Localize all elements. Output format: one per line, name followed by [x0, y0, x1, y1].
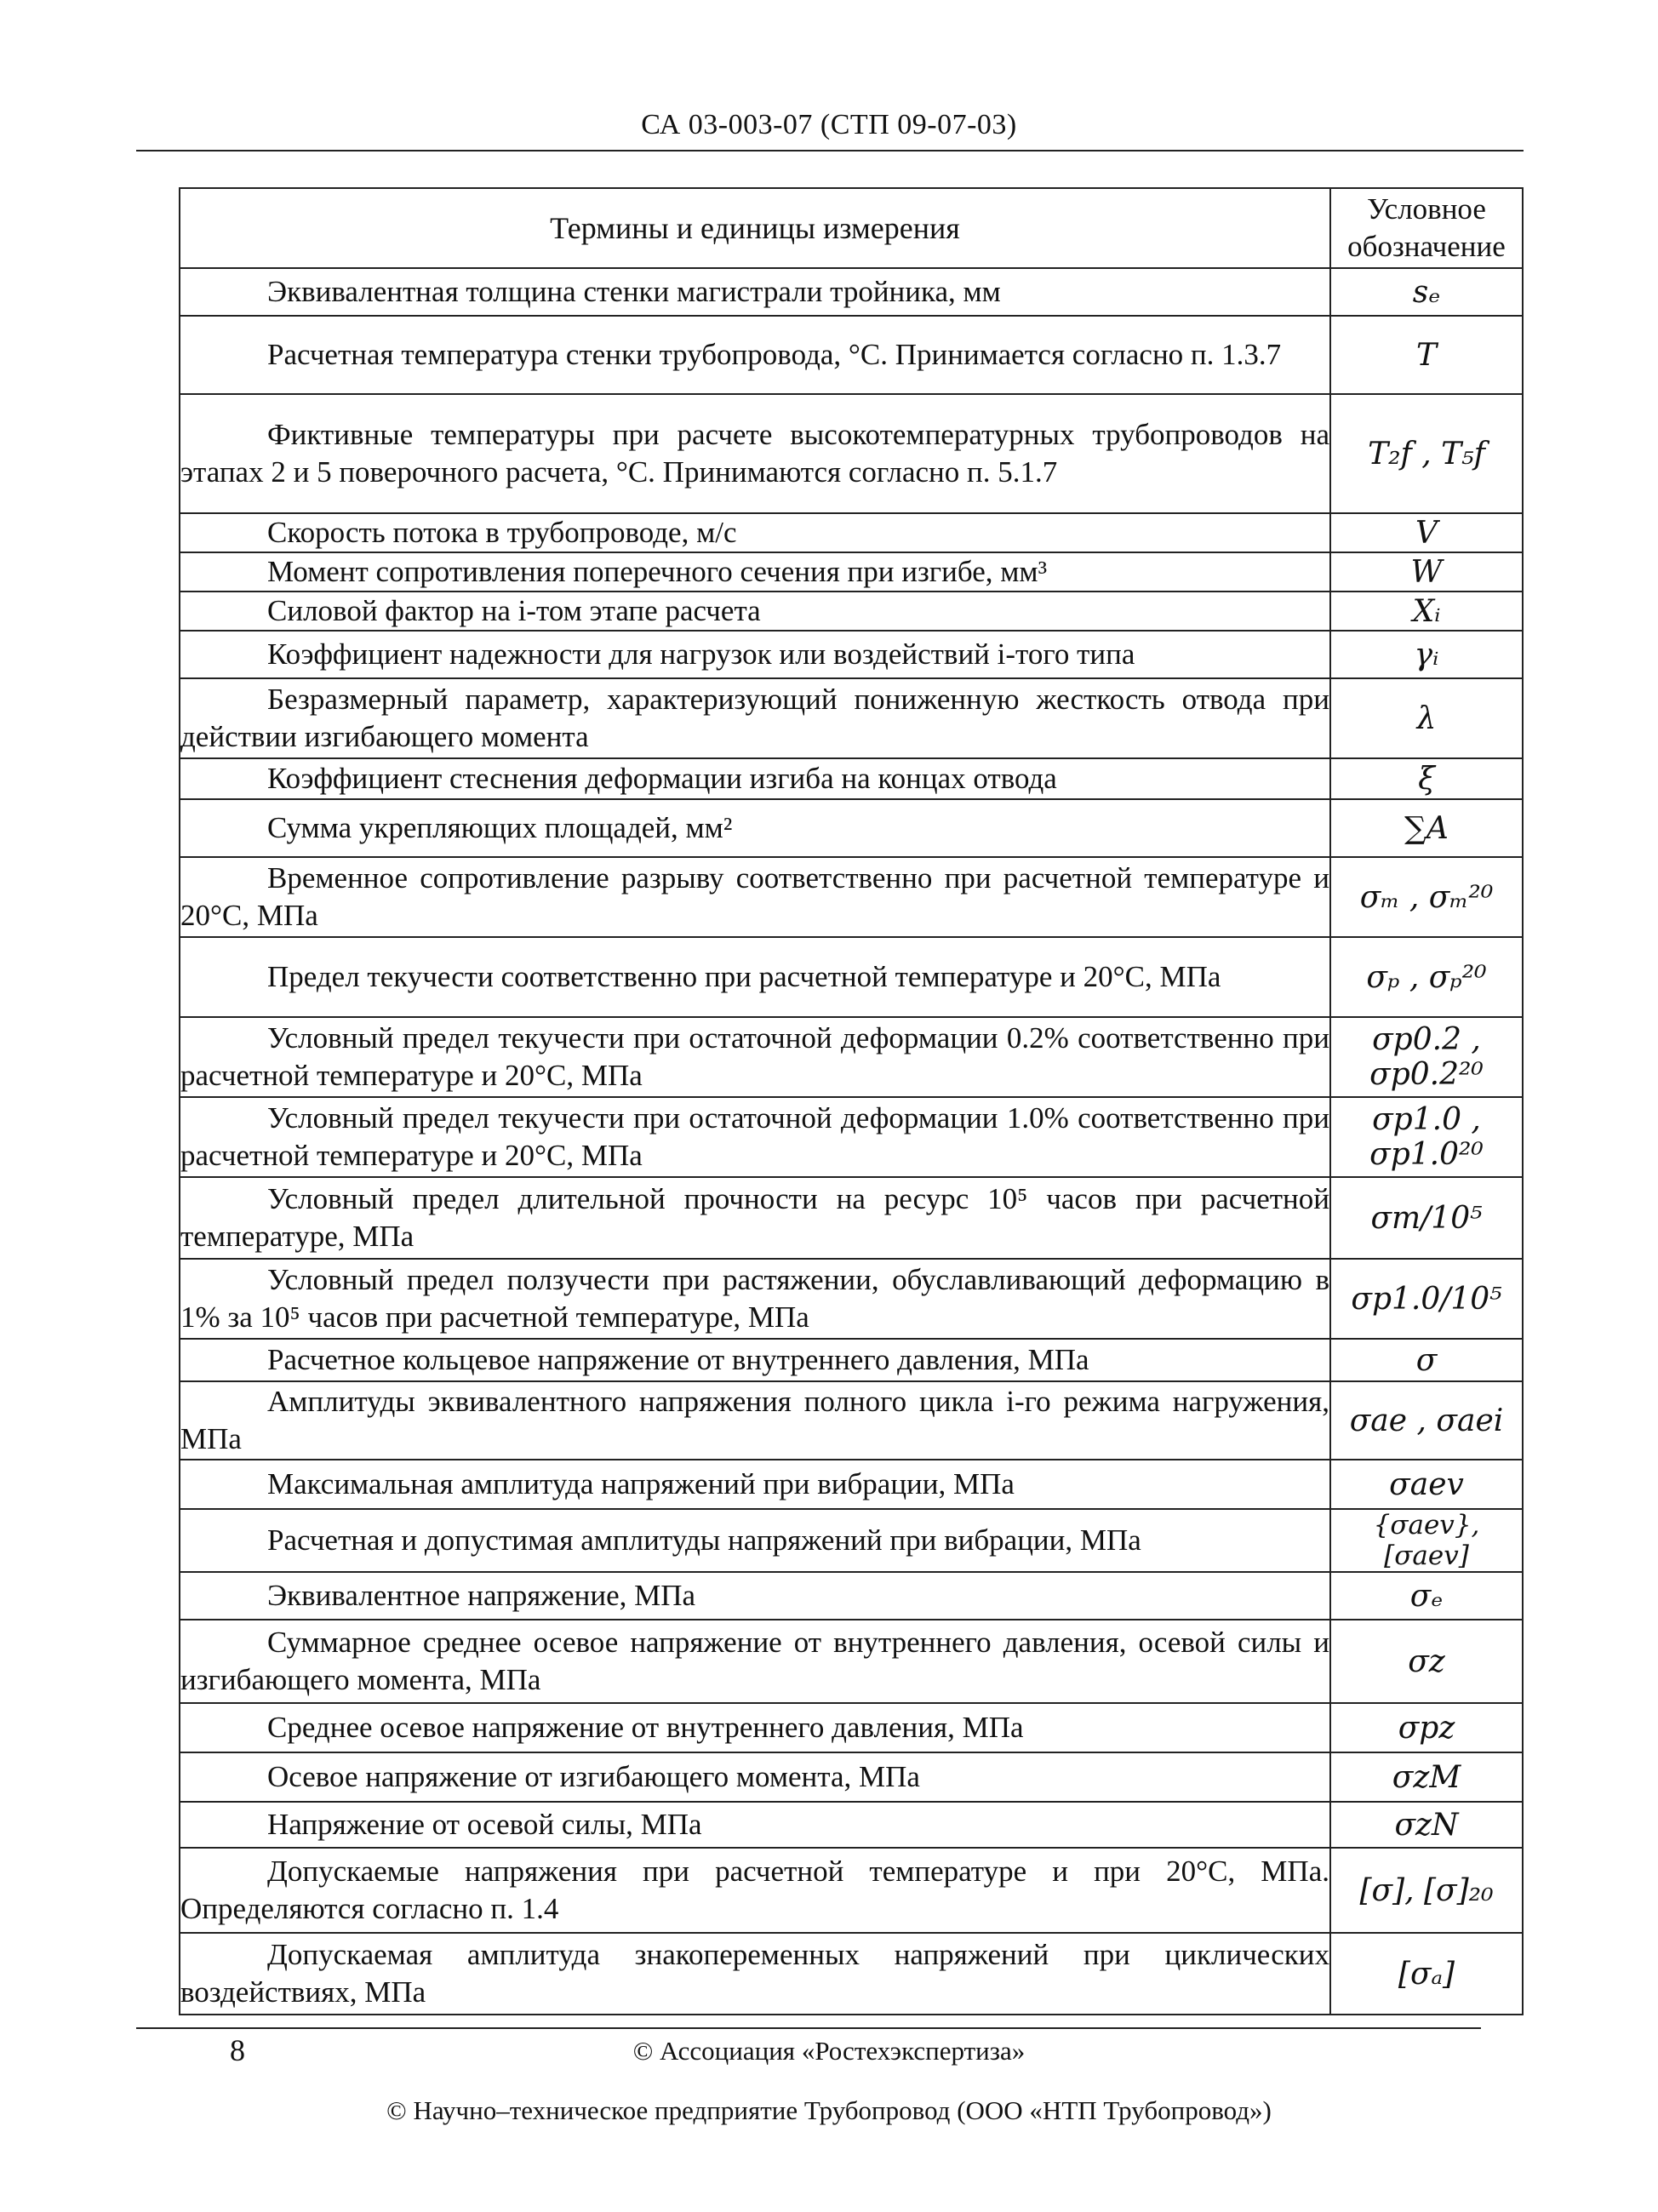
table-row	[180, 513, 1523, 552]
table-row	[180, 1620, 1523, 1703]
column-header-symbol-line1: Условное	[1367, 192, 1486, 226]
table-row	[180, 1460, 1523, 1509]
symbol-cell: σaev	[1330, 1460, 1523, 1509]
table-row	[180, 1848, 1523, 1933]
term-cell: Сумма укрепляющих площадей, мм²	[180, 799, 1330, 857]
term-cell: Момент сопротивления поперечного сечения при изгибе, мм³	[180, 552, 1330, 592]
term-cell: Условный предел длительной прочности на ресурс 10⁵ часов при расчетной температуре, МПа	[180, 1177, 1330, 1259]
table-row	[180, 1752, 1523, 1802]
term-cell: Суммарное среднее осевое напряжение от внутреннего давления, осевой силы и изгибающего момента, МПа	[180, 1620, 1330, 1703]
column-header-terms: Термины и единицы измерения	[180, 188, 1330, 268]
symbol-cell: σp0.2 , σp0.2²⁰	[1330, 1017, 1523, 1097]
symbol-cell: σzM	[1330, 1752, 1523, 1802]
symbol-cell: [σ], [σ]₂₀	[1330, 1848, 1523, 1933]
table-row	[180, 394, 1523, 513]
term-cell: Условный предел текучести при остаточной деформации 1.0% соответственно при расчетной температуре и 20°С, МПа	[180, 1097, 1330, 1177]
table-header-row	[180, 188, 1523, 268]
symbol-cell: σp1.0 , σp1.0²⁰	[1330, 1097, 1523, 1177]
table-row	[180, 937, 1523, 1017]
term-cell: Условный предел текучести при остаточной деформации 0.2% соответственно при расчетной температуре и 20°С, МПа	[180, 1017, 1330, 1097]
term-cell: Осевое напряжение от изгибающего момента, МПа	[180, 1752, 1330, 1802]
term-cell: Силовой фактор на i-том этапе расчета	[180, 592, 1330, 631]
table-row	[180, 678, 1523, 758]
table-row	[180, 857, 1523, 937]
term-cell: Допускаемая амплитуда знакопеременных напряжений при циклических воздействиях, МПа	[180, 1933, 1330, 2015]
table-row	[180, 1339, 1523, 1381]
term-cell: Среднее осевое напряжение от внутреннего давления, МПа	[180, 1703, 1330, 1752]
terms-table	[179, 187, 1524, 2015]
term-cell: Расчетная и допустимая амплитуды напряжений при вибрации, МПа	[180, 1509, 1330, 1572]
symbol-cell: V	[1330, 513, 1523, 552]
page-number: 8	[230, 2033, 245, 2067]
table-row	[180, 1017, 1523, 1097]
symbol-cell: T	[1330, 316, 1523, 394]
table-row	[180, 1509, 1523, 1572]
symbol-cell: [σₐ]	[1330, 1933, 1523, 2015]
symbol-cell: σz	[1330, 1620, 1523, 1703]
term-cell: Максимальная амплитуда напряжений при вибрации, МПа	[180, 1460, 1330, 1509]
term-cell: Расчетное кольцевое напряжение от внутреннего давления, МПа	[180, 1339, 1330, 1381]
term-cell: Допускаемые напряжения при расчетной температуре и при 20°С, МПа. Определяются согласно п. 1.4	[180, 1848, 1330, 1933]
table-row	[180, 316, 1523, 394]
table-row	[180, 799, 1523, 857]
term-cell: Коэффициент надежности для нагрузок или воздействий i-того типа	[180, 631, 1330, 678]
term-cell: Напряжение от осевой силы, МПа	[180, 1802, 1330, 1848]
term-cell: Коэффициент стеснения деформации изгиба на концах отвода	[180, 758, 1330, 799]
table-row	[180, 1802, 1523, 1848]
table-row	[180, 758, 1523, 799]
symbol-cell: σm/10⁵	[1330, 1177, 1523, 1259]
table-row	[180, 1703, 1523, 1752]
table-row	[180, 592, 1523, 631]
symbol-cell: λ	[1330, 678, 1523, 758]
footer-copyright-company: © Научно–техническое предприятие Трубопровод (ООО «НТП Трубопровод»)	[386, 2095, 1272, 2125]
document-code-header: СА 03-003-07 (СТП 09-07-03)	[641, 109, 1017, 140]
term-cell: Предел текучести соответственно при расчетной температуре и 20°С, МПа	[180, 937, 1330, 1017]
symbol-cell: {σaev}, [σaev]	[1330, 1509, 1523, 1572]
header-divider	[136, 150, 1524, 151]
column-header-symbol-line2: обозначение	[1347, 230, 1506, 263]
symbol-cell: W	[1330, 552, 1523, 592]
table-row	[180, 1177, 1523, 1259]
symbol-cell: γᵢ	[1330, 631, 1523, 678]
symbol-cell: ∑A	[1330, 799, 1523, 857]
term-cell: Временное сопротивление разрыву соответственно при расчетной температуре и 20°С, МПа	[180, 857, 1330, 937]
term-cell: Эквивалентное напряжение, МПа	[180, 1572, 1330, 1620]
table-row	[180, 1933, 1523, 2015]
table-row	[180, 268, 1523, 316]
table-row	[180, 552, 1523, 592]
table-row	[180, 631, 1523, 678]
symbol-cell: σae , σaei	[1330, 1381, 1523, 1460]
footer-copyright-association: © Ассоциация «Ростехэкспертиза»	[632, 2036, 1026, 2066]
symbol-cell: σₑ	[1330, 1572, 1523, 1620]
table-row	[180, 1259, 1523, 1339]
term-cell: Скорость потока в трубопроводе, м/с	[180, 513, 1330, 552]
term-cell: Эквивалентная толщина стенки магистрали тройника, мм	[180, 268, 1330, 316]
symbol-cell: σzN	[1330, 1802, 1523, 1848]
symbol-cell: σₘ , σₘ²⁰	[1330, 857, 1523, 937]
term-cell: Фиктивные температуры при расчете высокотемпературных трубопроводов на этапах 2 и 5 поверочного расчета, °С. Принимаются согласно п. 5.1.7	[180, 394, 1330, 513]
term-cell: Безразмерный параметр, характеризующий пониженную жесткость отвода при действии изгибающего момента	[180, 678, 1330, 758]
term-cell: Амплитуды эквивалентного напряжения полного цикла i-го режима нагружения, МПа	[180, 1381, 1330, 1460]
symbol-cell: σp1.0/10⁵	[1330, 1259, 1523, 1339]
symbol-cell: σₚ , σₚ²⁰	[1330, 937, 1523, 1017]
table-row	[180, 1097, 1523, 1177]
symbol-cell: Xᵢ	[1330, 592, 1523, 631]
symbol-cell: sₑ	[1330, 268, 1523, 316]
table-row	[180, 1381, 1523, 1460]
symbol-cell: T₂f , T₅f	[1330, 394, 1523, 513]
term-cell: Расчетная температура стенки трубопровода, °С. Принимается согласно п. 1.3.7	[180, 316, 1330, 394]
symbol-cell: ξ	[1330, 758, 1523, 799]
symbol-cell: σpz	[1330, 1703, 1523, 1752]
footer-divider	[136, 2027, 1481, 2029]
term-cell: Условный предел ползучести при растяжении, обуславливающий деформацию в 1% за 10⁵ часов при расчетной температуре, МПа	[180, 1259, 1330, 1339]
column-header-symbol	[1330, 188, 1523, 268]
symbol-cell: σ	[1330, 1339, 1523, 1381]
table-row	[180, 1572, 1523, 1620]
